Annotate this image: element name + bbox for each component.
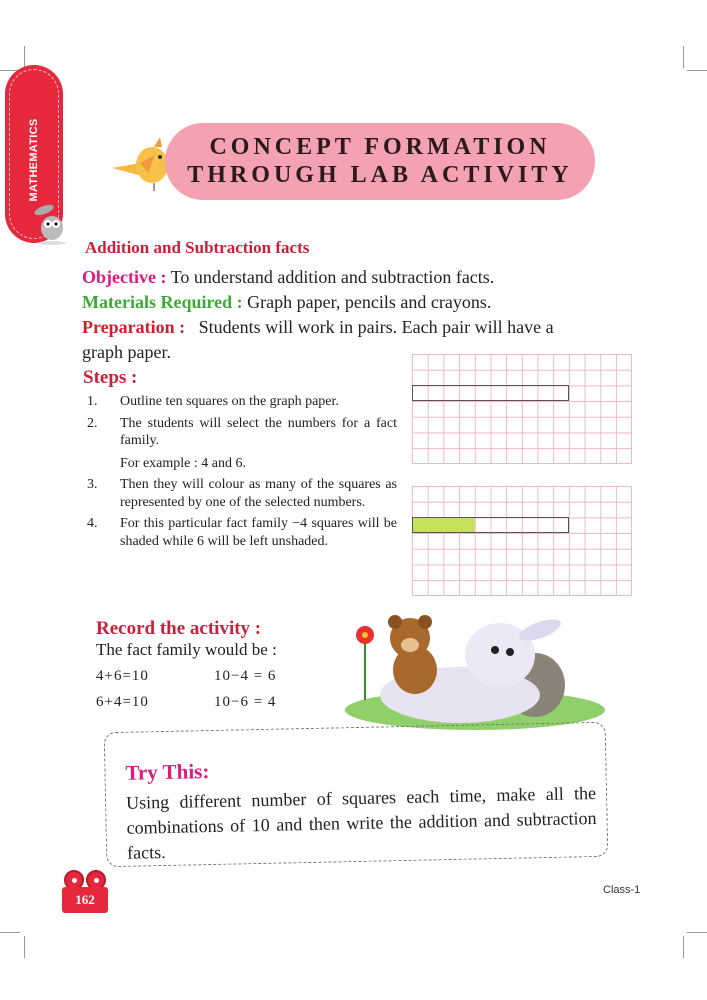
materials-label: Materials Required : [82, 292, 243, 312]
shaded-squares [413, 518, 475, 532]
record-heading: Record the activity : [96, 618, 262, 639]
crop-mark [683, 46, 684, 68]
title-line-1: CONCEPT FORMATION [209, 134, 551, 160]
equation: 4+6=10 [96, 668, 149, 684]
page-title-banner [165, 123, 595, 200]
objective [82, 265, 592, 290]
materials-text: Graph paper, pencils and crayons. [242, 292, 492, 312]
try-this-title: Try This: [125, 759, 210, 785]
equation: 10−4 = 6 [214, 668, 277, 684]
step-number: 1. [87, 394, 98, 409]
step-item [87, 476, 397, 511]
graph-paper-outlined [412, 354, 632, 464]
crop-mark [24, 936, 25, 958]
try-this-text: Using different number of squares each time, make all the combinations of 10 and then write the addition and subtraction facts. [125, 782, 597, 863]
step-text: Then they will colour as many of the squares as represented by one of the selected numbers. [120, 477, 397, 510]
crop-mark [687, 70, 707, 71]
page-number: 162 [62, 887, 108, 913]
record-intro: The fact family would be : [96, 640, 277, 659]
crop-mark [687, 932, 707, 933]
crop-mark [683, 936, 684, 958]
materials [82, 290, 592, 315]
step-text: Outline ten squares on the graph paper. [120, 394, 339, 409]
ten-square-outline [412, 517, 569, 533]
try-this-box [104, 722, 609, 867]
preparation-label: Preparation : [82, 317, 186, 337]
title-line-2: THROUGH LAB ACTIVITY [187, 162, 573, 188]
step-example: For example : 4 and 6. [120, 455, 246, 471]
objective-label: Objective : [82, 267, 167, 287]
section-title: Addition and Subtraction facts [85, 238, 310, 257]
step-item [87, 415, 397, 473]
step-number: 3. [87, 477, 98, 492]
graph-paper-shaded [412, 486, 632, 596]
step-number: 2. [87, 415, 98, 431]
steps-list [87, 393, 397, 554]
crop-mark [24, 46, 25, 68]
step-item [87, 515, 397, 550]
step-text: The students will select the numbers for a fact family. [120, 415, 397, 448]
bear-and-rabbit-illustration [325, 600, 605, 735]
rabbit-mascot-icon [32, 200, 72, 246]
equation: 6+4=10 [96, 694, 149, 710]
step-item [87, 393, 397, 411]
equation: 10−6 = 4 [214, 694, 277, 710]
crop-mark [0, 932, 20, 933]
subject-label: MATHEMATICS [28, 118, 40, 202]
objective-text: To understand addition and subtraction facts. [166, 267, 495, 287]
ten-square-outline [412, 385, 569, 401]
step-text: For this particular fact family −4 squares will be shaded while 6 will be left unshaded. [120, 516, 397, 549]
class-label: Class-1 [603, 884, 641, 896]
bird-icon [110, 133, 172, 193]
steps-heading: Steps : [83, 367, 138, 388]
step-number: 4. [87, 516, 98, 531]
preparation-text: Students will work in pairs. Each pair will have a graph paper. [82, 317, 559, 362]
